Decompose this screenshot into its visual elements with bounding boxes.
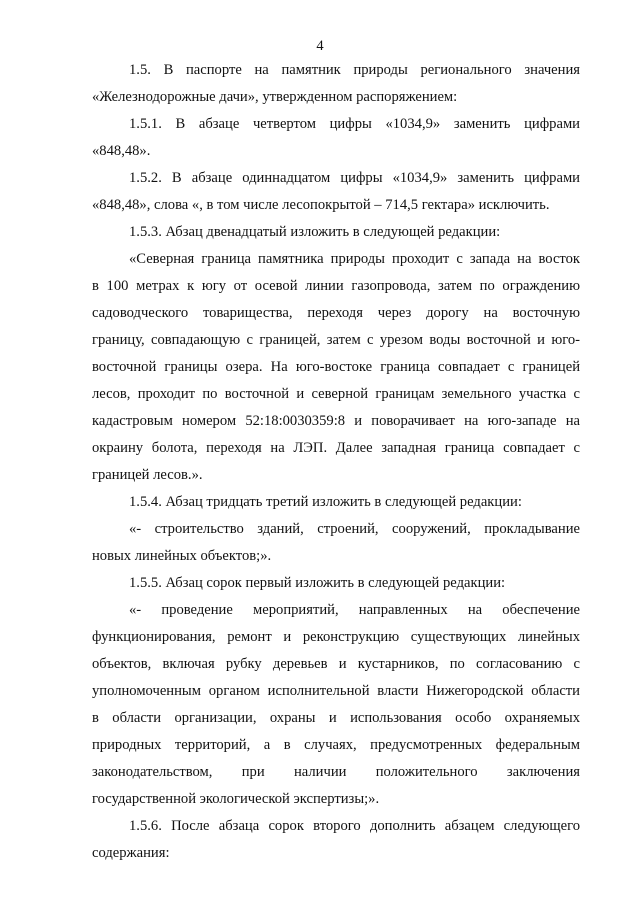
text-line: в области организации, охраны и использования особо охраняемых — [92, 710, 580, 726]
text-line: в 100 метрах к югу от осевой линии газопровода, затем по ограждению — [92, 278, 580, 294]
text-line: 1.5.2. В абзаце одиннадцатом цифры «1034,9» заменить цифрами — [129, 170, 580, 186]
text-line: «Железнодорожные дачи», утвержденном распоряжением: — [92, 89, 458, 105]
text-line: лесов, проходит по восточной и северной границам земельного участка с — [92, 386, 580, 402]
document-body — [92, 57, 580, 867]
text-line: новых линейных объектов;». — [92, 548, 272, 564]
text-line: 1.5.4. Абзац тридцать третий изложить в следующей редакции: — [129, 494, 522, 510]
text-line: уполномоченным органом исполнительной власти Нижегородской области — [92, 683, 580, 699]
text-line: «848,48», слова «, в том числе лесопокрытой – 714,5 гектара» исключить. — [92, 197, 550, 213]
text-line: природных территорий, а в случаях, предусмотренных федеральным — [92, 737, 580, 753]
text-line: 1.5.3. Абзац двенадцатый изложить в следующей редакции: — [129, 224, 501, 240]
text-line: восточной границы озера. На юго-востоке граница совпадает с границей — [92, 359, 580, 375]
text-line: границей лесов.». — [92, 467, 203, 483]
text-line: 1.5.1. В абзаце четвертом цифры «1034,9» заменить цифрами — [129, 116, 580, 132]
text-line: границу, совпадающую с границей, затем с урезом воды восточной и юго- — [92, 332, 580, 348]
text-line: 1.5.5. Абзац сорок первый изложить в следующей редакции: — [129, 575, 506, 591]
text-line: «- строительство зданий, строений, сооружений, прокладывание — [129, 521, 580, 537]
text-line: «848,48». — [92, 143, 151, 159]
text-line: функционирования, ремонт и реконструкцию существующих линейных — [92, 629, 580, 645]
text-line: 1.5.6. После абзаца сорок второго дополнить абзацем следующего — [129, 818, 580, 834]
text-line: «Северная граница памятника природы проходит с запада на восток — [129, 251, 580, 267]
text-line: содержания: — [92, 845, 170, 861]
text-line: «- проведение мероприятий, направленных на обеспечение — [129, 602, 580, 618]
text-line: законодательством, при наличии положительного заключения — [92, 764, 580, 780]
text-line: объектов, включая рубку деревьев и кустарников, по согласованию с — [92, 656, 580, 672]
text-line: садоводческого товарищества, переходя через дорогу на восточную — [92, 305, 580, 321]
text-line: окраину болота, переходя на ЛЭП. Далее западная граница совпадает с — [92, 440, 580, 456]
page-number: 4 — [316, 38, 324, 54]
text-line: 1.5. В паспорте на памятник природы регионального значения — [129, 62, 580, 78]
text-line: кадастровым номером 52:18:0030359:8 и поворачивает на юго-западе на — [92, 413, 580, 429]
text-line: государственной экологической экспертизы;». — [92, 791, 380, 807]
